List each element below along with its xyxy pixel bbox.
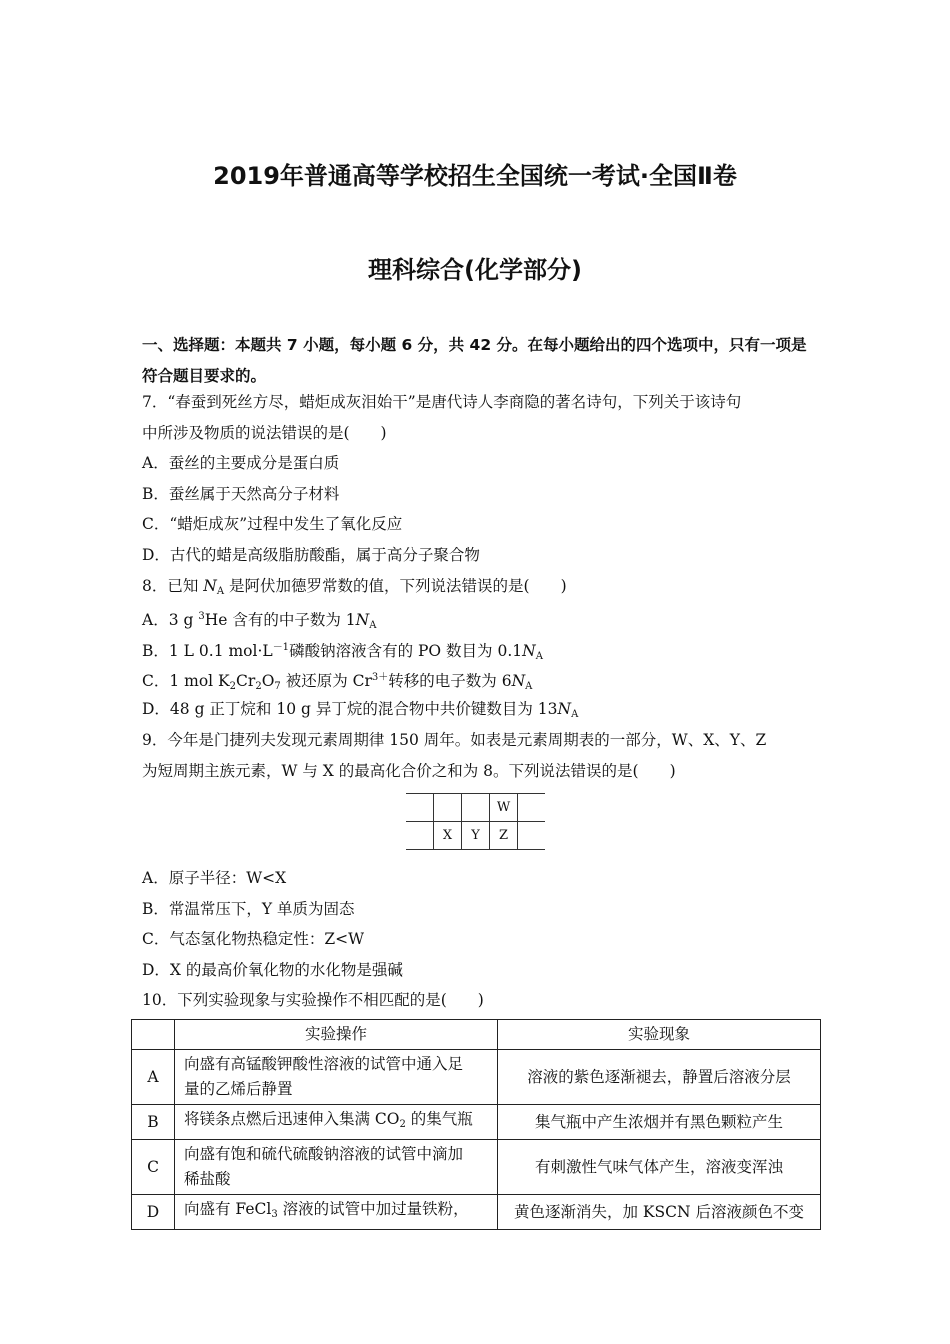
- q7-option-a: A．蚕丝的主要成分是蛋白质: [142, 454, 340, 472]
- q7-option-d: D．古代的蜡是高级脂肪酸酯，属于高分子聚合物: [142, 546, 480, 564]
- periodic-cell: [462, 794, 490, 822]
- row-operation-pre: 将镁条点燃后迅速伸入集满 CO: [184, 1110, 400, 1128]
- q8-option-b: [142, 638, 543, 667]
- row-operation-line1: 向盛有饱和硫代硫酸钠溶液的试管中滴加: [184, 1145, 464, 1163]
- periodic-cell: [434, 794, 462, 822]
- row-operation-line1: 向盛有高锰酸钾酸性溶液的试管中通入足: [184, 1055, 464, 1073]
- q8-c-mid4: 转移的电子数为 6: [388, 672, 512, 690]
- periodic-cell-y: Y: [462, 822, 490, 850]
- q8-b-mid: 磷酸钠溶液含有的 PO 数目为 0.1: [289, 642, 523, 660]
- q8-c-mid3: 被还原为 Cr: [280, 672, 372, 690]
- q8-a-na: N: [355, 611, 370, 629]
- row-operation-line2: 稀盐酸: [184, 1170, 231, 1188]
- q8-a-mid: He 含有的中子数为 1: [204, 611, 356, 629]
- q8-na-subscript: A: [216, 586, 225, 597]
- periodic-row-1: [406, 794, 545, 822]
- row-operation-sub: 2: [399, 1119, 406, 1130]
- q8-a-na-sub: A: [369, 620, 377, 631]
- periodic-cell: [406, 822, 434, 850]
- row-result: 有刺激性气味气体产生，溶液变浑浊: [498, 1140, 821, 1195]
- q9-option-d: D．X 的最高价氧化物的水化物是强碱: [142, 961, 403, 979]
- q9-option-c: C．气态氢化物热稳定性：Z<W: [142, 930, 365, 948]
- row-operation-line2: 量的乙烯后静置: [184, 1080, 293, 1098]
- experiment-header-row: [132, 1020, 821, 1050]
- periodic-cell-w: W: [490, 794, 518, 822]
- q8-c-sub3: 7: [274, 681, 281, 692]
- q8-option-a: [142, 607, 376, 636]
- q8-a-sup: 3: [198, 611, 205, 622]
- q8-b-pre: B．1 L 0.1 mol·L: [142, 642, 273, 660]
- q8-stem-pre: 8．已知: [142, 577, 204, 595]
- q7-stem-line1: 7．“春蚕到死丝方尽，蜡炬成灰泪始干”是唐代诗人李商隐的著名诗句，下列关于该诗句: [142, 393, 742, 411]
- row-operation-post: 溶液的试管中加过量铁粉，: [277, 1200, 469, 1218]
- q8-option-c: [142, 668, 532, 697]
- q8-b-na-sub: A: [535, 651, 543, 662]
- q9-stem-line1: 9．今年是门捷列夫发现元素周期律 150 周年。如表是元素周期表的一部分，W、X、Y、Z: [142, 731, 767, 749]
- q8-c-pre: C．1 mol K: [142, 672, 230, 690]
- q8-d-na: N: [557, 700, 572, 718]
- page-title: 2019年普通高等学校招生全国统一考试·全国Ⅱ卷: [213, 162, 737, 190]
- row-operation: [175, 1105, 498, 1140]
- q8-stem-post: 是阿伏加德罗常数的值，下列说法错误的是( ): [224, 577, 567, 595]
- table-row: [132, 1105, 821, 1140]
- periodic-cell-x: X: [434, 822, 462, 850]
- table-row: [132, 1050, 821, 1105]
- q8-b-sup: －1: [272, 642, 290, 653]
- row-result: 集气瓶中产生浓烟并有黑色颗粒产生: [498, 1105, 821, 1140]
- q8-na-symbol: N: [203, 577, 217, 595]
- q8-c-sub1: 2: [229, 681, 237, 692]
- q8-a-pre: A．3 g: [142, 611, 199, 629]
- row-operation: [175, 1195, 498, 1230]
- periodic-row-2: [406, 822, 545, 850]
- header-cell-operation: 实验操作: [175, 1020, 498, 1050]
- row-operation-pre: 向盛有 FeCl: [184, 1200, 272, 1218]
- q9-option-b: B．常温常压下，Y 单质为固态: [142, 900, 355, 918]
- row-label: B: [132, 1105, 175, 1140]
- periodic-table-fragment: [406, 793, 545, 850]
- header-cell-result: 实验现象: [498, 1020, 821, 1050]
- q8-d-pre: D．48 g 正丁烷和 10 g 异丁烷的混合物中共价键数目为 13: [142, 700, 558, 718]
- section-heading: 一、选择题：本题共 7 小题，每小题 6 分，共 42 分。在每小题给出的四个选项中，只有一项是符合题目要求的。: [142, 336, 807, 385]
- q8-c-mid1: Cr: [236, 672, 256, 690]
- row-label: C: [132, 1140, 175, 1195]
- q10-stem: 10．下列实验现象与实验操作不相匹配的是( ): [142, 991, 484, 1009]
- q8-c-na: N: [511, 672, 526, 690]
- periodic-cell: [518, 822, 546, 850]
- q9-option-a: A．原子半径：W<X: [142, 869, 287, 887]
- q9-stem-line2: 为短周期主族元素，W 与 X 的最高化合价之和为 8。下列说法错误的是( ): [142, 762, 676, 780]
- q8-c-sup: 3＋: [371, 672, 389, 683]
- q8-b-na: N: [522, 642, 536, 660]
- q8-option-d: [142, 699, 578, 725]
- table-row: [132, 1140, 821, 1195]
- row-result: 黄色逐渐消失，加 KSCN 后溶液颜色不变: [498, 1195, 821, 1230]
- row-operation: [175, 1050, 498, 1105]
- q8-stem: [142, 576, 567, 602]
- row-operation-post: 的集气瓶: [405, 1110, 473, 1128]
- row-operation: [175, 1140, 498, 1195]
- experiment-table: [131, 1019, 821, 1230]
- table-row: [132, 1195, 821, 1230]
- row-label: A: [132, 1050, 175, 1105]
- q7-stem-line2: 中所涉及物质的说法错误的是( ): [142, 424, 387, 442]
- periodic-cell: [518, 794, 546, 822]
- header-cell-blank: [132, 1020, 175, 1050]
- q8-c-mid2: O: [261, 672, 275, 690]
- q8-d-na-sub: A: [571, 709, 579, 720]
- q7-option-c: C．“蜡炬成灰”过程中发生了氧化反应: [142, 515, 403, 533]
- row-result: 溶液的紫色逐渐褪去，静置后溶液分层: [498, 1050, 821, 1105]
- periodic-cell-z: Z: [490, 822, 518, 850]
- q8-c-na-sub: A: [525, 681, 533, 692]
- q7-option-b: B．蚕丝属于天然高分子材料: [142, 485, 340, 503]
- row-label: D: [132, 1195, 175, 1230]
- periodic-cell: [406, 794, 434, 822]
- row-operation-sub: 3: [271, 1209, 278, 1220]
- q8-c-sub2: 2: [255, 681, 262, 692]
- page-subtitle: 理科综合(化学部分): [368, 256, 582, 284]
